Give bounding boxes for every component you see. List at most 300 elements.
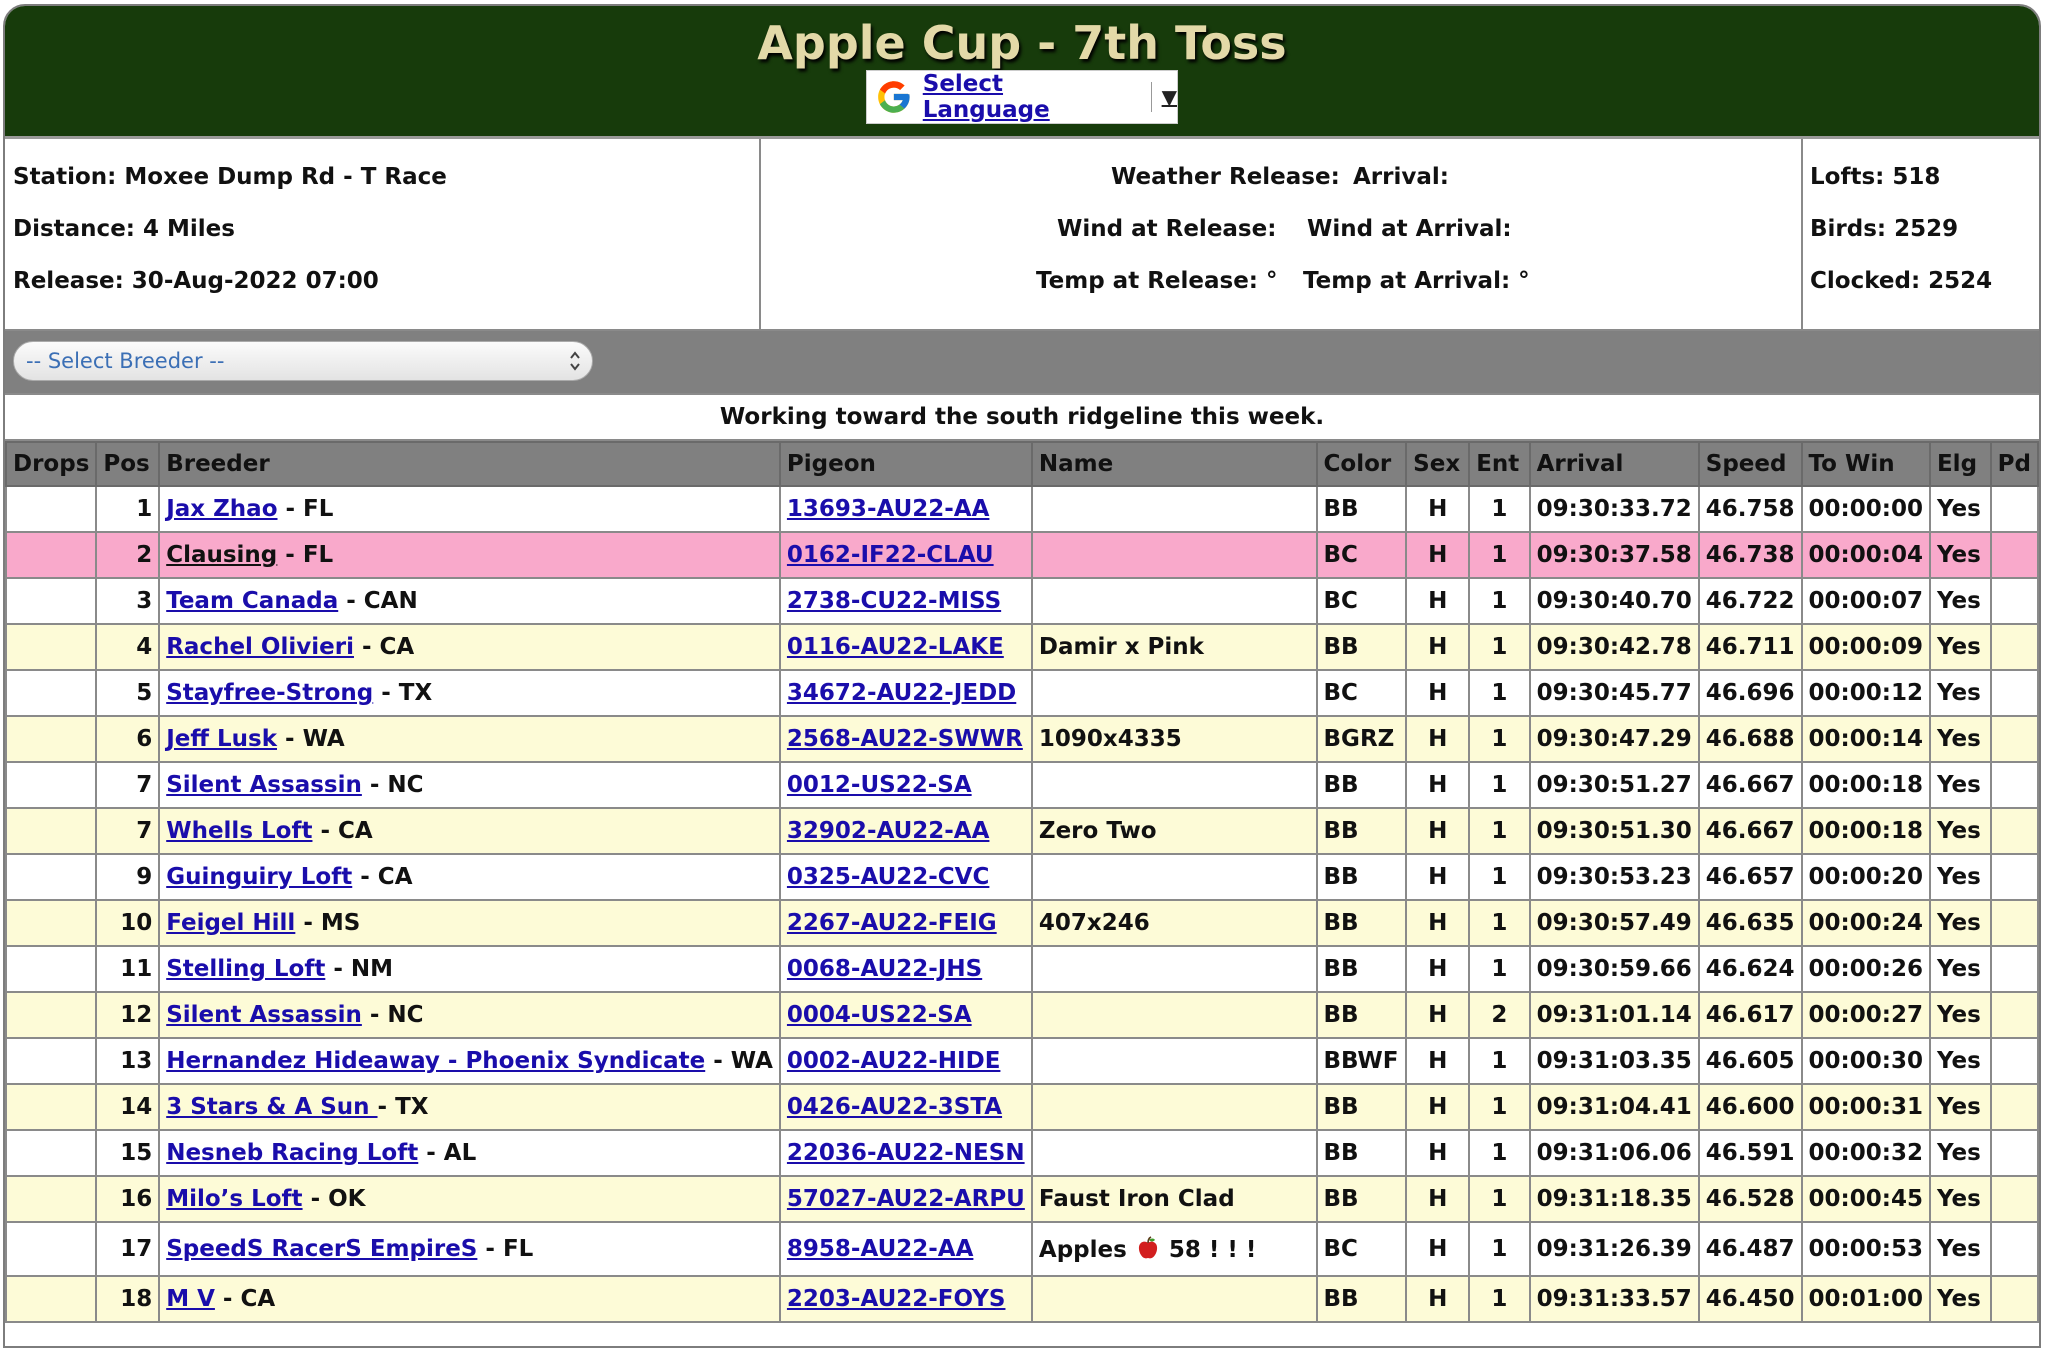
pigeon-cell bbox=[780, 1130, 1032, 1176]
towin-cell: 00:00:30 bbox=[1802, 1038, 1930, 1084]
elg-cell: Yes bbox=[1930, 1276, 1991, 1322]
elg-cell: Yes bbox=[1930, 1176, 1991, 1222]
speed-cell: 46.688 bbox=[1699, 716, 1802, 762]
color-cell: BB bbox=[1317, 1276, 1407, 1322]
breeder-select-value: -- Select Breeder -- bbox=[26, 349, 225, 373]
sex-cell: H bbox=[1406, 670, 1469, 716]
name-cell bbox=[1032, 716, 1317, 762]
table-header-row bbox=[6, 442, 2038, 486]
table-row bbox=[6, 578, 2038, 624]
elg-cell: Yes bbox=[1930, 946, 1991, 992]
pd-cell bbox=[1991, 1084, 2038, 1130]
name-cell bbox=[1032, 900, 1317, 946]
ent-cell: 1 bbox=[1469, 1084, 1529, 1130]
arrival-cell: 09:31:01.14 bbox=[1530, 992, 1699, 1038]
breeder-cell bbox=[159, 1038, 780, 1084]
table-row bbox=[6, 1084, 2038, 1130]
breeder-cell bbox=[159, 946, 780, 992]
pigeon-link[interactable]: 57027-AU22-ARPU bbox=[786, 1186, 1025, 1212]
pos-cell: 12 bbox=[96, 992, 159, 1038]
arrival-cell: 09:31:06.06 bbox=[1530, 1130, 1699, 1176]
station-text: Station: Moxee Dump Rd - T Race bbox=[13, 164, 447, 190]
breeder-state: - FL bbox=[277, 542, 334, 568]
breeder-state: - AL bbox=[418, 1140, 477, 1166]
breeder-link[interactable]: Guinguiry Loft bbox=[166, 864, 353, 890]
pigeon-link[interactable]: 0162-IF22-CLAU bbox=[786, 542, 994, 568]
pigeon-name: Damir x Pink bbox=[1038, 634, 1204, 660]
breeder-link[interactable]: SpeedS RacerS EmpireS bbox=[166, 1236, 478, 1262]
elg-cell: Yes bbox=[1930, 1130, 1991, 1176]
speed-cell: 46.711 bbox=[1699, 624, 1802, 670]
breeder-link[interactable]: Stayfree-Strong bbox=[166, 680, 374, 706]
elg-cell: Yes bbox=[1930, 992, 1991, 1038]
temp-arrival-label: Temp at Arrival: ° bbox=[1303, 268, 1530, 294]
pd-cell bbox=[1991, 808, 2038, 854]
elg-cell: Yes bbox=[1930, 578, 1991, 624]
breeder-state: - CA bbox=[312, 818, 373, 844]
breeder-cell bbox=[159, 1276, 780, 1322]
drops-cell bbox=[6, 578, 96, 624]
pd-cell bbox=[1991, 1176, 2038, 1222]
col-header[interactable]: Elg bbox=[1930, 442, 1991, 486]
pigeon-link[interactable]: 13693-AU22-AA bbox=[786, 496, 990, 522]
table-row bbox=[6, 1176, 2038, 1222]
speed-cell: 46.450 bbox=[1699, 1276, 1802, 1322]
pigeon-link[interactable]: 0426-AU22-3STA bbox=[786, 1094, 1003, 1120]
ent-cell: 2 bbox=[1469, 992, 1529, 1038]
apple-icon bbox=[1135, 1235, 1161, 1261]
breeder-link[interactable]: Milo’s Loft bbox=[166, 1186, 303, 1212]
drops-cell bbox=[6, 670, 96, 716]
language-selector[interactable] bbox=[866, 70, 1178, 124]
arrival-cell: 09:30:47.29 bbox=[1530, 716, 1699, 762]
ent-cell: 1 bbox=[1469, 900, 1529, 946]
breeder-state: - CAN bbox=[338, 588, 418, 614]
breeder-cell bbox=[159, 762, 780, 808]
drops-cell bbox=[6, 1222, 96, 1276]
name-cell bbox=[1032, 486, 1317, 532]
col-header[interactable]: Pigeon bbox=[780, 442, 1032, 486]
col-header[interactable]: Ent bbox=[1469, 442, 1529, 486]
color-cell: BB bbox=[1317, 762, 1407, 808]
pos-cell: 13 bbox=[96, 1038, 159, 1084]
pigeon-cell bbox=[780, 578, 1032, 624]
towin-cell: 00:01:00 bbox=[1802, 1276, 1930, 1322]
pos-cell: 4 bbox=[96, 624, 159, 670]
table-row bbox=[6, 1038, 2038, 1084]
towin-cell: 00:00:18 bbox=[1802, 808, 1930, 854]
pos-cell: 6 bbox=[96, 716, 159, 762]
name-cell bbox=[1032, 1222, 1317, 1276]
col-header[interactable]: Speed bbox=[1699, 442, 1802, 486]
filter-bar bbox=[5, 331, 2039, 395]
arrival-cell: 09:30:57.49 bbox=[1530, 900, 1699, 946]
page-title: Apple Cup - 7th Toss bbox=[757, 16, 1287, 70]
drops-cell bbox=[6, 1276, 96, 1322]
pigeon-link[interactable]: 22036-AU22-NESN bbox=[786, 1140, 1025, 1166]
breeder-cell bbox=[159, 992, 780, 1038]
pos-cell: 2 bbox=[96, 532, 159, 578]
pigeon-link[interactable]: 34672-AU22-JEDD bbox=[786, 680, 1017, 706]
race-notice: Working toward the south ridgeline this week. bbox=[5, 395, 2039, 441]
towin-cell: 00:00:07 bbox=[1802, 578, 1930, 624]
color-cell: BB bbox=[1317, 1176, 1407, 1222]
language-divider bbox=[1151, 82, 1152, 112]
col-header[interactable]: Drops bbox=[6, 442, 96, 486]
pd-cell bbox=[1991, 946, 2038, 992]
color-cell: BB bbox=[1317, 854, 1407, 900]
breeder-select[interactable] bbox=[13, 341, 593, 381]
breeder-link[interactable]: Silent Assassin bbox=[166, 772, 362, 798]
breeder-cell bbox=[159, 808, 780, 854]
towin-cell: 00:00:00 bbox=[1802, 486, 1930, 532]
pigeon-link[interactable]: 0116-AU22-LAKE bbox=[786, 634, 1004, 660]
speed-cell: 46.667 bbox=[1699, 762, 1802, 808]
arrival-cell: 09:31:03.35 bbox=[1530, 1038, 1699, 1084]
col-header[interactable]: Name bbox=[1032, 442, 1317, 486]
elg-cell: Yes bbox=[1930, 670, 1991, 716]
towin-cell: 00:00:26 bbox=[1802, 946, 1930, 992]
pigeon-cell bbox=[780, 762, 1032, 808]
select-language-link[interactable]: Select Language bbox=[922, 71, 1050, 123]
pos-cell: 7 bbox=[96, 808, 159, 854]
pigeon-link[interactable]: 32902-AU22-AA bbox=[786, 818, 990, 844]
elg-cell: Yes bbox=[1930, 532, 1991, 578]
color-cell: BC bbox=[1317, 1222, 1407, 1276]
table-row bbox=[6, 900, 2038, 946]
pd-cell bbox=[1991, 854, 2038, 900]
ent-cell: 1 bbox=[1469, 670, 1529, 716]
towin-cell: 00:00:53 bbox=[1802, 1222, 1930, 1276]
pigeon-cell bbox=[780, 900, 1032, 946]
arrival-cell: 09:30:51.30 bbox=[1530, 808, 1699, 854]
arrival-cell: 09:30:53.23 bbox=[1530, 854, 1699, 900]
breeder-cell bbox=[159, 1222, 780, 1276]
google-icon bbox=[875, 78, 913, 116]
arrival-cell: 09:30:45.77 bbox=[1530, 670, 1699, 716]
elg-cell: Yes bbox=[1930, 1038, 1991, 1084]
speed-cell: 46.657 bbox=[1699, 854, 1802, 900]
sex-cell: H bbox=[1406, 624, 1469, 670]
pigeon-link[interactable]: 0068-AU22-JHS bbox=[786, 956, 983, 982]
towin-cell: 00:00:12 bbox=[1802, 670, 1930, 716]
breeder-cell bbox=[159, 486, 780, 532]
pigeon-link[interactable]: 0002-AU22-HIDE bbox=[786, 1048, 1001, 1074]
breeder-link[interactable]: M V bbox=[166, 1286, 215, 1312]
towin-cell: 00:00:18 bbox=[1802, 762, 1930, 808]
elg-cell: Yes bbox=[1930, 808, 1991, 854]
sex-cell: H bbox=[1406, 578, 1469, 624]
sex-cell: H bbox=[1406, 1130, 1469, 1176]
sex-cell: H bbox=[1406, 532, 1469, 578]
table-row bbox=[6, 1276, 2038, 1322]
race-details bbox=[5, 139, 761, 329]
breeder-link[interactable]: Stelling Loft bbox=[166, 956, 326, 982]
speed-cell: 46.667 bbox=[1699, 808, 1802, 854]
arrival-cell: 09:30:33.72 bbox=[1530, 486, 1699, 532]
breeder-link[interactable]: Feigel Hill bbox=[166, 910, 296, 936]
name-cell bbox=[1032, 808, 1317, 854]
drops-cell bbox=[6, 486, 96, 532]
lofts-count: Lofts: 518 bbox=[1810, 164, 1941, 190]
pigeon-cell bbox=[780, 670, 1032, 716]
table-row bbox=[6, 1222, 2038, 1276]
pd-cell bbox=[1991, 1222, 2038, 1276]
elg-cell: Yes bbox=[1930, 854, 1991, 900]
elg-cell: Yes bbox=[1930, 762, 1991, 808]
speed-cell: 46.617 bbox=[1699, 992, 1802, 1038]
elg-cell: Yes bbox=[1930, 716, 1991, 762]
col-header[interactable]: Arrival bbox=[1530, 442, 1699, 486]
name-cell bbox=[1032, 670, 1317, 716]
pigeon-link[interactable]: 0012-US22-SA bbox=[786, 772, 972, 798]
pd-cell bbox=[1991, 578, 2038, 624]
elg-cell: Yes bbox=[1930, 900, 1991, 946]
pigeon-cell bbox=[780, 854, 1032, 900]
breeder-link[interactable]: 3 Stars & A Sun bbox=[166, 1094, 378, 1120]
elg-cell: Yes bbox=[1930, 624, 1991, 670]
pigeon-cell bbox=[780, 1038, 1032, 1084]
sex-cell: H bbox=[1406, 1084, 1469, 1130]
ent-cell: 1 bbox=[1469, 486, 1529, 532]
ent-cell: 1 bbox=[1469, 1130, 1529, 1176]
distance-text: Distance: 4 Miles bbox=[13, 216, 235, 242]
towin-cell: 00:00:27 bbox=[1802, 992, 1930, 1038]
col-header[interactable]: Sex bbox=[1406, 442, 1469, 486]
page-header bbox=[5, 6, 2039, 139]
color-cell: BB bbox=[1317, 992, 1407, 1038]
breeder-cell bbox=[159, 670, 780, 716]
breeder-state: - TX bbox=[373, 680, 433, 706]
breeder-cell bbox=[159, 1176, 780, 1222]
elg-cell: Yes bbox=[1930, 486, 1991, 532]
color-cell: BB bbox=[1317, 900, 1407, 946]
pigeon-link[interactable]: 8958-AU22-AA bbox=[786, 1236, 974, 1262]
name-cell bbox=[1032, 854, 1317, 900]
pigeon-cell bbox=[780, 808, 1032, 854]
ent-cell: 1 bbox=[1469, 854, 1529, 900]
drops-cell bbox=[6, 1130, 96, 1176]
breeder-link[interactable]: Jeff Lusk bbox=[166, 726, 278, 752]
towin-cell: 00:00:20 bbox=[1802, 854, 1930, 900]
pigeon-link[interactable]: 2203-AU22-FOYS bbox=[786, 1286, 1006, 1312]
pigeon-name: Apples 58 ! ! ! bbox=[1038, 1237, 1257, 1263]
drops-cell bbox=[6, 946, 96, 992]
speed-cell: 46.605 bbox=[1699, 1038, 1802, 1084]
towin-cell: 00:00:09 bbox=[1802, 624, 1930, 670]
pos-cell: 3 bbox=[96, 578, 159, 624]
color-cell: BBWF bbox=[1317, 1038, 1407, 1084]
speed-cell: 46.591 bbox=[1699, 1130, 1802, 1176]
breeder-state: - CA bbox=[214, 1286, 276, 1312]
pigeon-cell bbox=[780, 946, 1032, 992]
col-header[interactable]: Pos bbox=[96, 442, 159, 486]
breeder-cell bbox=[159, 900, 780, 946]
col-header[interactable]: Breeder bbox=[159, 442, 780, 486]
ent-cell: 1 bbox=[1469, 1038, 1529, 1084]
breeder-link[interactable]: Jax Zhao bbox=[166, 496, 278, 522]
ent-cell: 1 bbox=[1469, 1176, 1529, 1222]
col-header[interactable]: Color bbox=[1317, 442, 1407, 486]
pd-cell bbox=[1991, 716, 2038, 762]
sex-cell: H bbox=[1406, 1176, 1469, 1222]
pos-cell: 14 bbox=[96, 1084, 159, 1130]
breeder-link[interactable]: Rachel Olivieri bbox=[166, 634, 354, 660]
sex-cell: H bbox=[1406, 762, 1469, 808]
sex-cell: H bbox=[1406, 486, 1469, 532]
table-row bbox=[6, 808, 2038, 854]
breeder-link[interactable]: Nesneb Racing Loft bbox=[166, 1140, 419, 1166]
drops-cell bbox=[6, 762, 96, 808]
arrival-cell: 09:31:26.39 bbox=[1530, 1222, 1699, 1276]
breeder-cell bbox=[159, 1084, 780, 1130]
breeder-link[interactable]: Whells Loft bbox=[166, 818, 313, 844]
breeder-state: - NC bbox=[361, 772, 424, 798]
elg-cell: Yes bbox=[1930, 1222, 1991, 1276]
pigeon-cell bbox=[780, 532, 1032, 578]
pigeon-cell bbox=[780, 1084, 1032, 1130]
release-text: Release: 30-Aug-2022 07:00 bbox=[13, 268, 379, 294]
breeder-link[interactable]: Team Canada bbox=[166, 588, 339, 614]
table-row bbox=[6, 946, 2038, 992]
towin-cell: 00:00:32 bbox=[1802, 1130, 1930, 1176]
speed-cell: 46.528 bbox=[1699, 1176, 1802, 1222]
breeder-state: - MS bbox=[295, 910, 361, 936]
arrival-cell: 09:30:59.66 bbox=[1530, 946, 1699, 992]
speed-cell: 46.635 bbox=[1699, 900, 1802, 946]
breeder-cell bbox=[159, 624, 780, 670]
color-cell: BB bbox=[1317, 624, 1407, 670]
pigeon-cell bbox=[780, 1222, 1032, 1276]
breeder-state: - CA bbox=[353, 634, 415, 660]
name-cell bbox=[1032, 1038, 1317, 1084]
name-cell bbox=[1032, 578, 1317, 624]
temp-release-label: Temp at Release: ° bbox=[1036, 268, 1278, 294]
drops-cell bbox=[6, 1084, 96, 1130]
sex-cell: H bbox=[1406, 716, 1469, 762]
select-chevron-icon bbox=[568, 342, 582, 394]
pigeon-link[interactable]: 2267-AU22-FEIG bbox=[786, 910, 997, 936]
table-row bbox=[6, 762, 2038, 808]
pos-cell: 18 bbox=[96, 1276, 159, 1322]
sex-cell: H bbox=[1406, 946, 1469, 992]
table-row bbox=[6, 486, 2038, 532]
pos-cell: 15 bbox=[96, 1130, 159, 1176]
pos-cell: 1 bbox=[96, 486, 159, 532]
weather-details bbox=[761, 139, 1803, 329]
breeder-cell bbox=[159, 854, 780, 900]
breeder-state: - TX bbox=[377, 1094, 429, 1120]
arrival-cell: 09:30:42.78 bbox=[1530, 624, 1699, 670]
arrival-cell: 09:31:18.35 bbox=[1530, 1176, 1699, 1222]
pigeon-name-suffix: 58 ! ! ! bbox=[1160, 1237, 1257, 1263]
race-info bbox=[5, 139, 2039, 331]
name-cell bbox=[1032, 946, 1317, 992]
name-cell bbox=[1032, 1084, 1317, 1130]
pos-cell: 7 bbox=[96, 762, 159, 808]
ent-cell: 1 bbox=[1469, 1222, 1529, 1276]
breeder-cell bbox=[159, 532, 780, 578]
ent-cell: 1 bbox=[1469, 532, 1529, 578]
dropdown-arrow-icon[interactable]: ▼ bbox=[1161, 85, 1177, 109]
color-cell: BB bbox=[1317, 486, 1407, 532]
drops-cell bbox=[6, 716, 96, 762]
name-cell bbox=[1032, 762, 1317, 808]
pigeon-cell bbox=[780, 1176, 1032, 1222]
color-cell: BC bbox=[1317, 532, 1407, 578]
arrival-label: Arrival: bbox=[1353, 164, 1449, 190]
ent-cell: 1 bbox=[1469, 1276, 1529, 1322]
color-cell: BB bbox=[1317, 946, 1407, 992]
table-row bbox=[6, 1130, 2038, 1176]
pigeon-link[interactable]: 0325-AU22-CVC bbox=[786, 864, 990, 890]
birds-count: Birds: 2529 bbox=[1810, 216, 1959, 242]
sex-cell: H bbox=[1406, 1222, 1469, 1276]
color-cell: BC bbox=[1317, 578, 1407, 624]
towin-cell: 00:00:04 bbox=[1802, 532, 1930, 578]
table-row bbox=[6, 532, 2038, 578]
pigeon-name: 407x246 bbox=[1038, 910, 1150, 936]
breeder-cell bbox=[159, 1130, 780, 1176]
name-cell bbox=[1032, 1176, 1317, 1222]
drops-cell bbox=[6, 900, 96, 946]
ent-cell: 1 bbox=[1469, 716, 1529, 762]
col-header[interactable]: To Win bbox=[1802, 442, 1930, 486]
results-table bbox=[5, 441, 2039, 1323]
speed-cell: 46.722 bbox=[1699, 578, 1802, 624]
sex-cell: H bbox=[1406, 854, 1469, 900]
breeder-state: - FL bbox=[477, 1236, 534, 1262]
color-cell: BB bbox=[1317, 1084, 1407, 1130]
ent-cell: 1 bbox=[1469, 946, 1529, 992]
clocked-count: Clocked: 2524 bbox=[1810, 268, 1993, 294]
breeder-link[interactable]: Silent Assassin bbox=[166, 1002, 362, 1028]
towin-cell: 00:00:31 bbox=[1802, 1084, 1930, 1130]
pigeon-cell bbox=[780, 624, 1032, 670]
wind-arrival-label: Wind at Arrival: bbox=[1307, 216, 1512, 242]
pos-cell: 11 bbox=[96, 946, 159, 992]
drops-cell bbox=[6, 854, 96, 900]
drops-cell bbox=[6, 1176, 96, 1222]
wind-release-label: Wind at Release: bbox=[1057, 216, 1277, 242]
speed-cell: 46.758 bbox=[1699, 486, 1802, 532]
breeder-link[interactable]: Hernandez Hideaway - Phoenix Syndicate bbox=[166, 1048, 706, 1074]
pd-cell bbox=[1991, 762, 2038, 808]
breeder-cell bbox=[159, 716, 780, 762]
name-cell bbox=[1032, 1130, 1317, 1176]
pigeon-link[interactable]: 2738-CU22-MISS bbox=[786, 588, 1002, 614]
pd-cell bbox=[1991, 532, 2038, 578]
color-cell: BGRZ bbox=[1317, 716, 1407, 762]
color-cell: BB bbox=[1317, 808, 1407, 854]
speed-cell: 46.696 bbox=[1699, 670, 1802, 716]
pos-cell: 17 bbox=[96, 1222, 159, 1276]
drops-cell bbox=[6, 1038, 96, 1084]
breeder-state: - FL bbox=[277, 496, 334, 522]
pigeon-link[interactable]: 0004-US22-SA bbox=[786, 1002, 972, 1028]
breeder-link[interactable]: Clausing bbox=[166, 542, 278, 568]
pd-cell bbox=[1991, 624, 2038, 670]
color-cell: BC bbox=[1317, 670, 1407, 716]
drops-cell bbox=[6, 532, 96, 578]
pigeon-link[interactable]: 2568-AU22-SWWR bbox=[786, 726, 1023, 752]
sex-cell: H bbox=[1406, 1038, 1469, 1084]
breeder-state: - CA bbox=[352, 864, 413, 890]
name-cell bbox=[1032, 1276, 1317, 1322]
name-cell bbox=[1032, 532, 1317, 578]
towin-cell: 00:00:45 bbox=[1802, 1176, 1930, 1222]
col-header[interactable]: Pd bbox=[1991, 442, 2038, 486]
